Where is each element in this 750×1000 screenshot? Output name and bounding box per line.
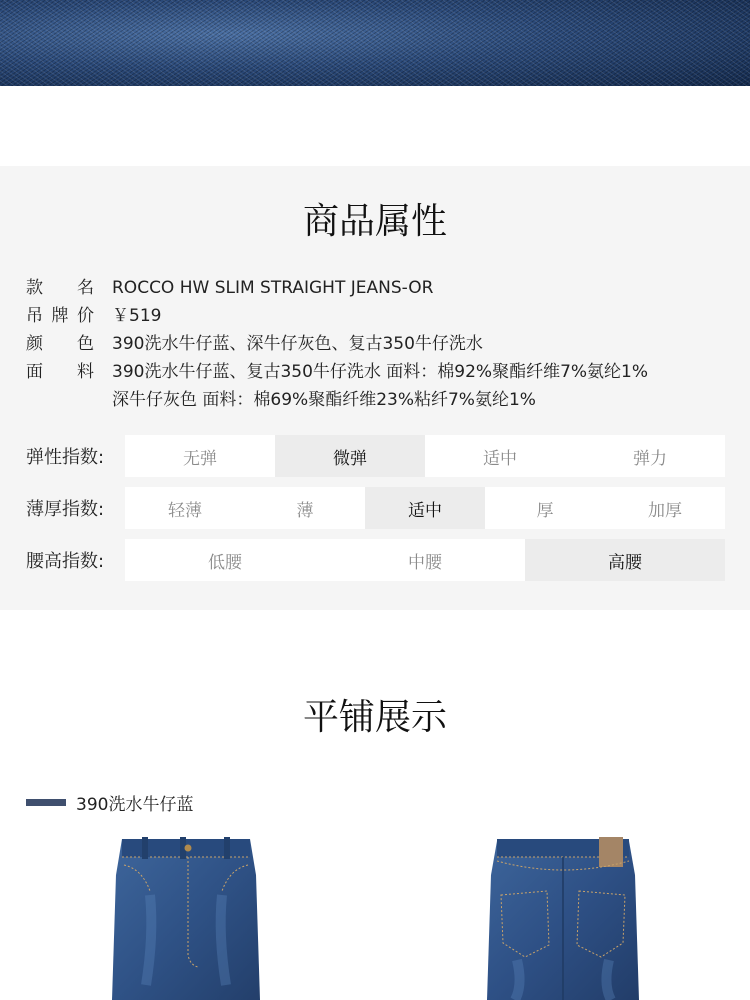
info-row-style-name	[26, 274, 648, 302]
info-key: 颜 色	[26, 334, 94, 354]
info-key: 吊 牌 价	[26, 306, 94, 326]
scale-option: 轻薄	[168, 500, 202, 521]
info-value: ROCCO HW SLIM STRAIGHT JEANS-OR	[112, 278, 434, 298]
scale-options	[125, 487, 725, 529]
scale-option: 高腰	[525, 539, 725, 581]
fabric-line-2: 深牛仔灰色 面料：棉69%聚酯纤维23%粘纤7%氨纶1%	[112, 390, 536, 410]
info-key: 面 料	[26, 362, 94, 382]
product-attributes-section	[0, 166, 750, 610]
variant-color-bar	[26, 799, 66, 806]
scale-label: 薄厚指数:	[26, 499, 105, 520]
scale-option: 厚	[536, 500, 554, 521]
variant-name: 390洗水牛仔蓝	[76, 795, 194, 815]
variant-label	[26, 790, 193, 815]
thickness-scale	[26, 487, 725, 529]
info-row-color	[26, 330, 648, 358]
fabric-line-1: 390洗水牛仔蓝、复古350牛仔洗水 面料：棉92%聚酯纤维7%氨纶1%	[112, 362, 649, 382]
info-row-fabric	[26, 358, 648, 414]
scale-option: 薄	[296, 500, 314, 521]
scale-options	[125, 539, 725, 581]
denim-texture-banner	[0, 0, 750, 86]
scale-option: 适中	[365, 487, 485, 529]
attributes-title: 商品属性	[302, 201, 447, 242]
elasticity-scale	[26, 435, 725, 477]
info-value	[94, 358, 648, 414]
flat-display-title: 平铺展示	[302, 697, 447, 738]
attribute-info-list	[26, 274, 648, 414]
scale-label: 腰高指数:	[26, 551, 105, 572]
waist-height-scale	[26, 539, 725, 581]
scale-options	[125, 435, 725, 477]
info-value: 390洗水牛仔蓝、深牛仔灰色、复古350牛仔洗水	[112, 334, 483, 354]
jeans-front-image	[110, 835, 262, 1000]
info-row-price	[26, 302, 648, 330]
scale-option: 微弹	[275, 435, 425, 477]
scale-option: 中腰	[408, 552, 442, 573]
info-value: ￥519	[112, 306, 162, 326]
jeans-back-image	[487, 835, 639, 1000]
scale-option: 弹力	[633, 448, 667, 469]
scale-option: 适中	[483, 448, 517, 469]
info-key: 款 名	[26, 278, 94, 298]
scale-label: 弹性指数:	[26, 447, 105, 468]
scale-option: 加厚	[648, 500, 682, 521]
scale-option: 无弹	[183, 448, 217, 469]
scale-option: 低腰	[208, 552, 242, 573]
